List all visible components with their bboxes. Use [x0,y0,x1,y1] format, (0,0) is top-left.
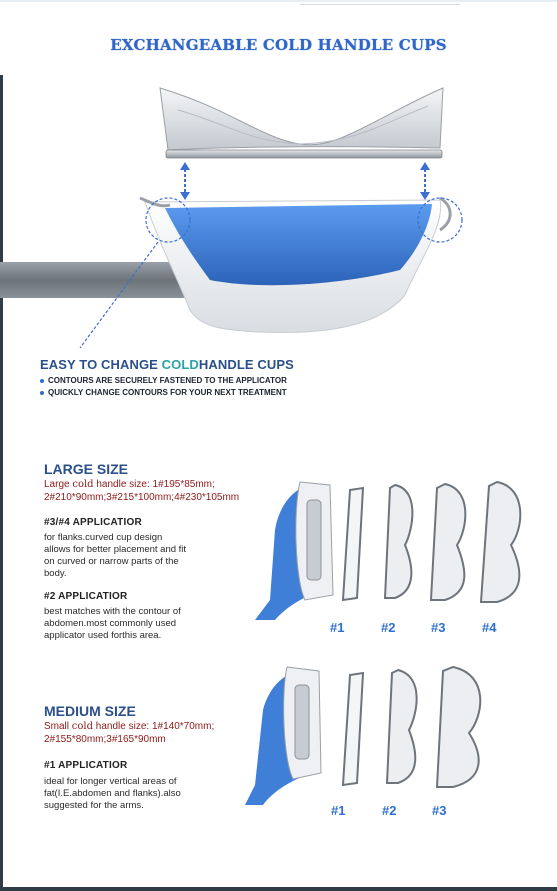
large-size-title: LARGE SIZE [44,461,129,477]
bullet-dot [40,379,44,383]
large-app2-title: #2 APPLICATIOR [44,591,128,602]
large-label-4: #4 [482,620,497,635]
large-app1-body: for flanks.curved cup design allows for better placement and fit on curved or narrow parts of the body. [44,532,187,579]
cup-large-2 [385,485,412,598]
medium-label-1: #1 [331,803,346,818]
cup-medium-3 [437,667,480,787]
medium-size-title: MEDIUM SIZE [44,703,136,719]
easy-change-bullets [40,375,287,399]
applicator-handle [0,198,450,333]
large-app1-title: #3/#4 APPLICATIOR [44,517,142,528]
cold-cup [160,88,443,158]
bottom-frame-bar [0,887,557,891]
top-rule-accent [300,4,460,5]
cup-medium-2 [387,670,417,783]
large-cups-illustration [245,470,530,620]
medium-label-3: #3 [432,803,447,818]
cup-large-1 [343,488,363,600]
large-label-3: #3 [431,620,446,635]
bullet-item: QUICKLY CHANGE CONTOURS FOR YOUR NEXT TREATMENT [40,387,287,399]
hero-applicator-illustration [0,80,557,355]
cold-word: COLD [161,357,199,372]
medium-app1-title: #1 APPLICATIOR [44,760,128,771]
medium-size-desc: Small cold handle size: 1#140*70mm; 2#155*80mm;3#165*90mm [44,721,215,745]
bullet-dot [40,391,44,395]
medium-cups-illustration [235,655,495,805]
easy-change-title: EASY TO CHANGE COLDHANDLE CUPS [40,357,294,372]
bullet-item: CONTOURS ARE SECURELY FASTENED TO THE APPLICATOR [40,375,287,387]
attach-arrows [180,162,430,200]
large-label-1: #1 [330,620,345,635]
cup-medium-1 [343,673,363,785]
large-handle-image [255,482,333,620]
medium-app1-body: ideal for longer vertical areas of fat(I.E.abdomen and flanks).also suggested for the arms. [44,776,181,811]
large-app2-body: best matches with the contour of abdomen.most commonly used applicator used forthis area. [44,606,181,641]
medium-handle-image [245,667,321,805]
large-size-desc: Large cold handle size: 1#195*85mm; 2#210*90mm;3#215*100mm;4#230*105mm [44,479,240,503]
cup-large-3 [431,484,465,600]
top-rule [0,0,557,2]
large-label-2: #2 [381,620,396,635]
cup-large-4 [481,482,520,602]
medium-label-2: #2 [382,803,397,818]
main-title: EXCHANGEABLE COLD HANDLE CUPS [110,36,447,54]
